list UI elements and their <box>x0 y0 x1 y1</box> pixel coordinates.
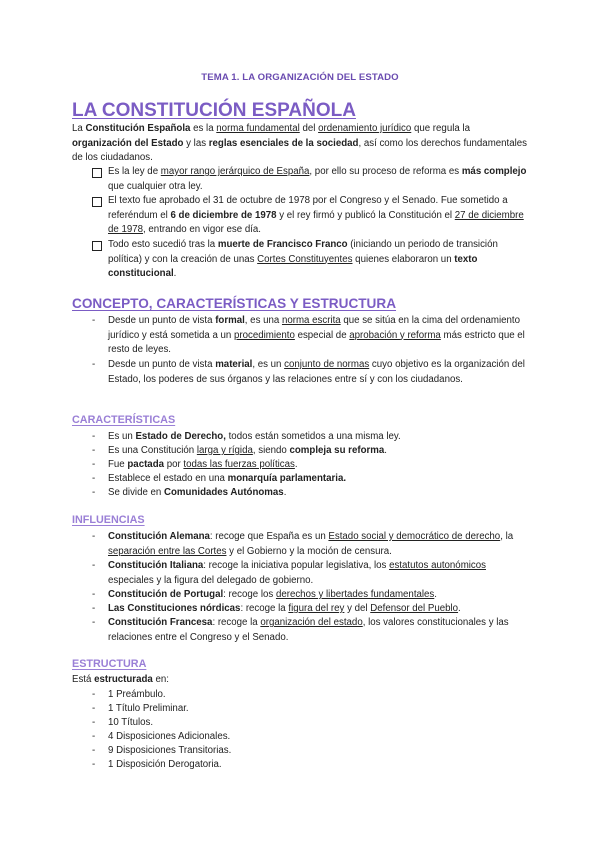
bullet-dash: - <box>92 603 96 614</box>
subheading-caracteristicas: CARACTERÍSTICAS <box>72 414 176 426</box>
influence-item: Constitución Italiana: recoge la iniciativa popular legislativa, los estatutos autonómicos especiales y la figura del delegado de gobierno. <box>108 560 486 586</box>
subheading-influencias: INFLUENCIAS <box>72 514 145 526</box>
structure-item: 10 Títulos. <box>108 717 154 728</box>
structure-item: 9 Disposiciones Transitorias. <box>108 745 232 756</box>
concept-item: Desde un punto de vista formal, es una norma escrita que se sitúa en la cima del ordenamiento jurídico y está sometida a un procedimiento especial de aprobación y reforma más estricto que el resto de leyes. <box>108 315 525 356</box>
checkbox[interactable] <box>92 197 102 207</box>
influence-item: Las Constituciones nórdicas: recoge la figura del rey y del Defensor del Pueblo. <box>108 603 461 614</box>
bullet-dash: - <box>92 731 96 742</box>
bullet-dash: - <box>92 487 96 498</box>
checklist-item: Todo esto sucedió tras la muerte de Francisco Franco (iniciando un periodo de transición política) y con la creación de unas Cortes Constituyentes quienes elaboraron un texto constitucional. <box>108 239 498 280</box>
bullet-dash: - <box>92 745 96 756</box>
bullet-dash: - <box>92 560 96 571</box>
bullet-dash: - <box>92 445 96 456</box>
influence-item: Constitución Alemana: recoge que España es un Estado social y democrático de derecho, la separación entre las Cortes y el Gobierno y la moción de censura. <box>108 531 514 557</box>
structure-item: 1 Disposición Derogatoria. <box>108 759 222 770</box>
influence-item: Constitución de Portugal: recoge los derechos y libertades fundamentales. <box>108 589 437 600</box>
bullet-dash: - <box>92 759 96 770</box>
estructura-intro: Está estructurada en: <box>72 674 169 685</box>
section-heading-concepto: CONCEPTO, CARACTERÍSTICAS Y ESTRUCTURA <box>72 296 397 311</box>
structure-item: 4 Disposiciones Adicionales. <box>108 731 231 742</box>
concept-item: Desde un punto de vista material, es un conjunto de normas cuyo objetivo es la organización del Estado, los poderes de sus órganos y las relaciones entre sí y con los ciudadanos. <box>108 359 525 385</box>
subheading-estructura: ESTRUCTURA <box>72 658 147 670</box>
influence-item: Constitución Francesa: recoge la organización del estado, los valores constitucionales y las relaciones entre el Congreso y el Senado. <box>108 617 509 643</box>
bullet-dash: - <box>92 617 96 628</box>
feature-item: Se divide en Comunidades Autónomas. <box>108 487 287 498</box>
checklist-item: Es la ley de mayor rango jerárquico de España, por ello su proceso de reforma es más complejo que cualquier otra ley. <box>108 166 527 192</box>
intro-paragraph: La Constitución Española es la norma fundamental del ordenamiento jurídico que regula la organización del Estado y las reglas esenciales de la sociedad, así como los derechos fundamentales de los ciudadanos. <box>72 123 528 164</box>
bullet-dash: - <box>92 531 96 542</box>
bullet-dash: - <box>92 703 96 714</box>
bullet-dash: - <box>92 359 96 370</box>
checkbox[interactable] <box>92 168 102 178</box>
bullet-dash: - <box>92 689 96 700</box>
feature-item: Es un Estado de Derecho, todos están sometidos a una misma ley. <box>108 431 401 442</box>
section-heading-constitucion: LA CONSTITUCIÓN ESPAÑOLA <box>72 100 356 121</box>
bullet-dash: - <box>92 431 96 442</box>
bullet-dash: - <box>92 589 96 600</box>
bullet-dash: - <box>92 717 96 728</box>
feature-item: Establece el estado en una monarquía parlamentaria. <box>108 473 347 484</box>
bullet-dash: - <box>92 473 96 484</box>
checklist-item: El texto fue aprobado el 31 de octubre de 1978 por el Congreso y el Senado. Fue sometido a referéndum el 6 de diciembre de 1978 y el rey firmó y publicó la Constitución el 27 de diciembre de 1978, entrando en vigor ese día. <box>108 195 524 236</box>
feature-item: Es una Constitución larga y rígida, siendo compleja su reforma. <box>108 445 387 456</box>
bullet-dash: - <box>92 315 96 326</box>
structure-item: 1 Preámbulo. <box>108 689 166 700</box>
feature-item: Fue pactada por todas las fuerzas políticas. <box>108 459 298 470</box>
checkbox[interactable] <box>92 241 102 251</box>
document-title: TEMA 1. LA ORGANIZACIÓN DEL ESTADO <box>201 72 399 83</box>
bullet-dash: - <box>92 459 96 470</box>
structure-item: 1 Título Preliminar. <box>108 703 189 714</box>
